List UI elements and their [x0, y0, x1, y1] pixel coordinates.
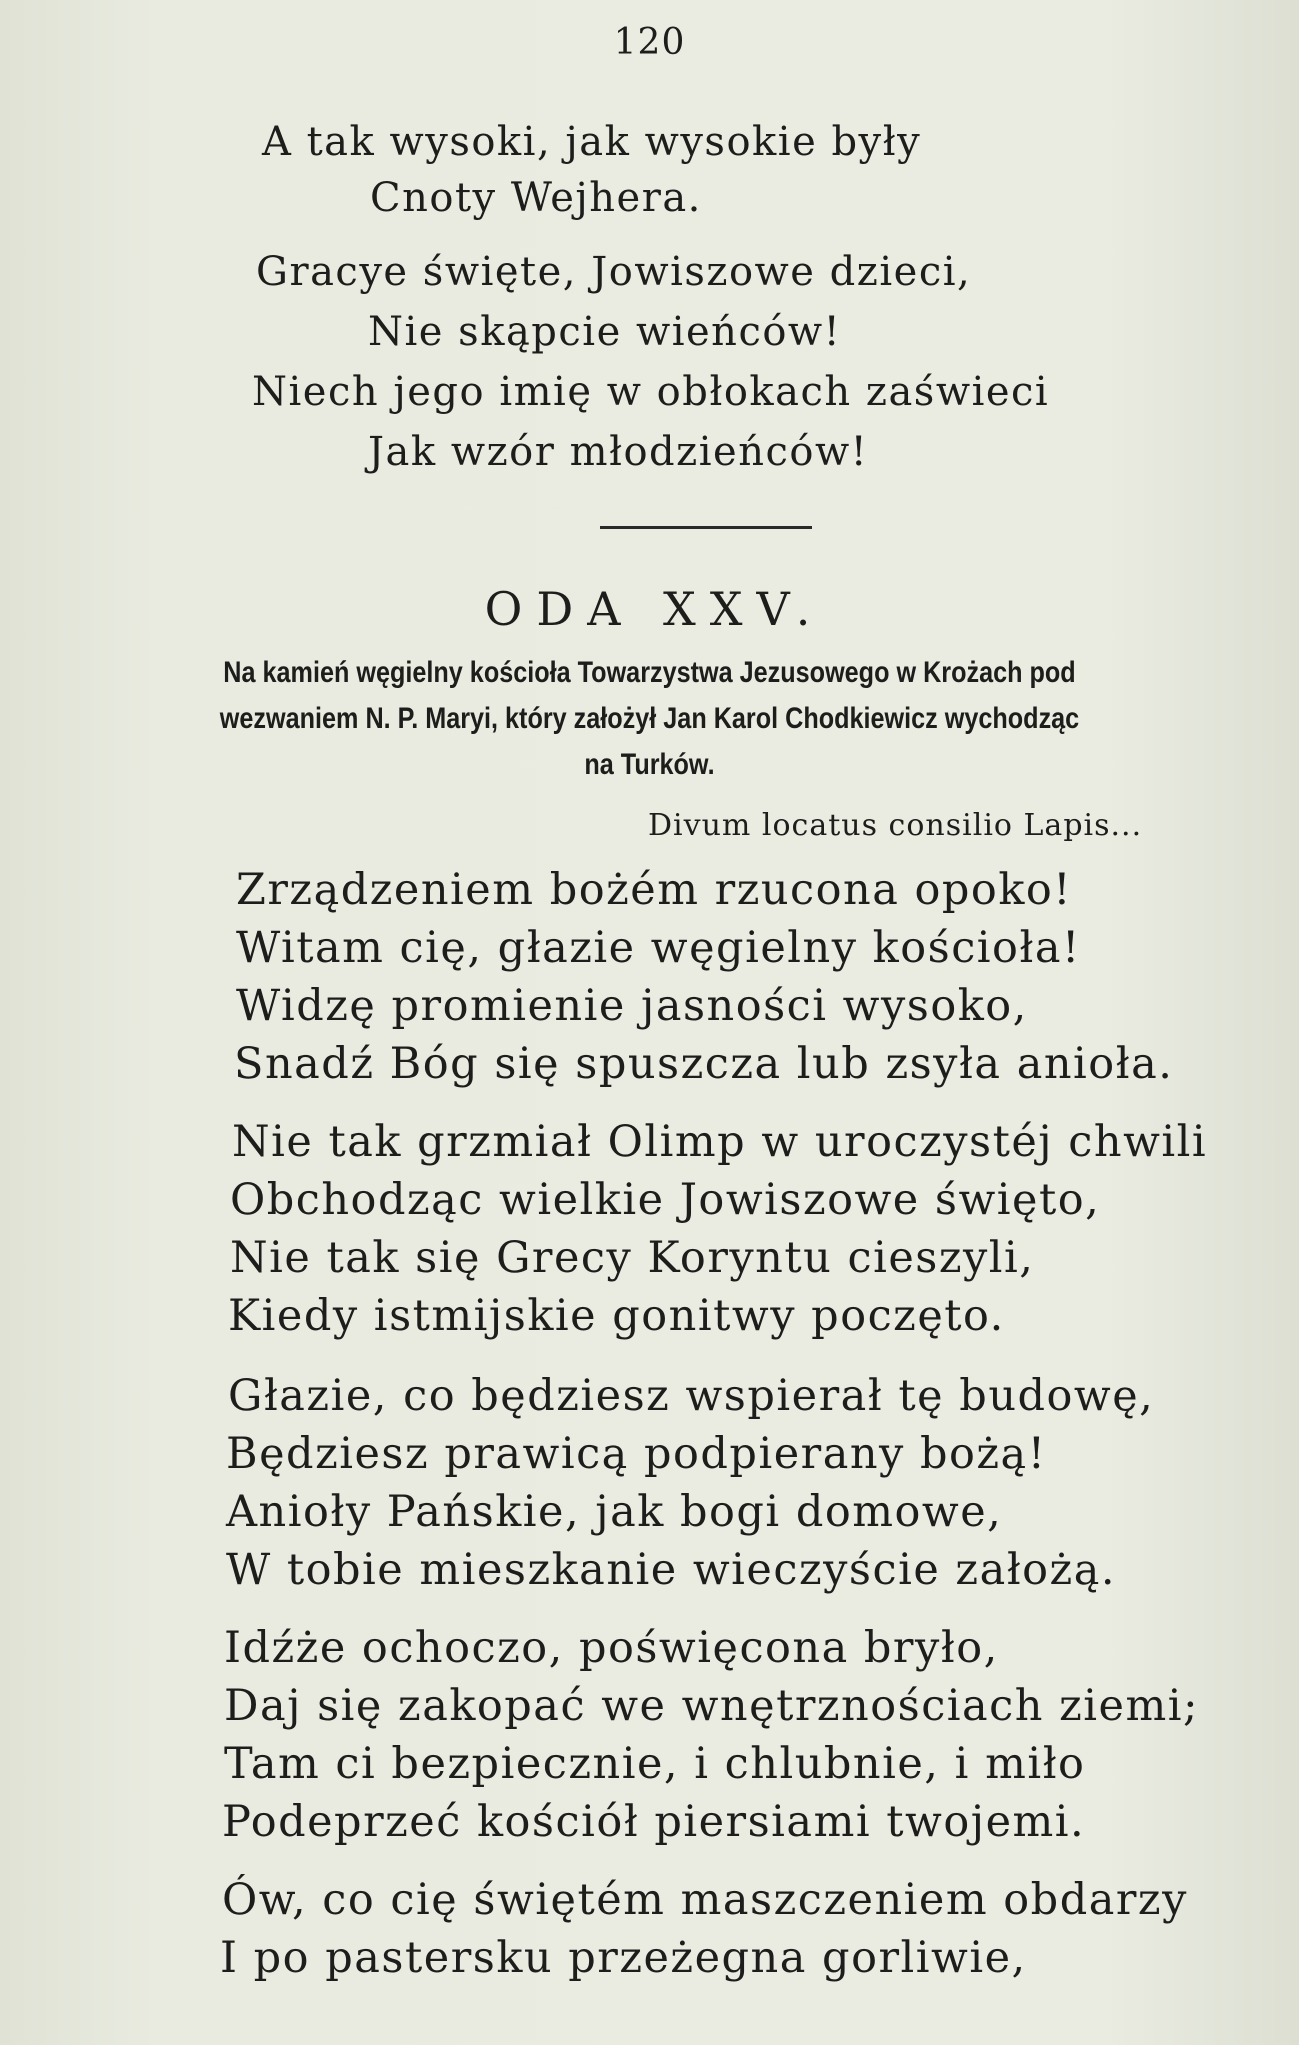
verse-line: Snadź Bóg się spuszcza lub zsyła anioła. [234, 1039, 1174, 1089]
verse-line: Idźże ochoczo, poświęcona bryło, [224, 1623, 999, 1673]
verse-line: Ów, co cię świętém maszczeniem obdarzy [222, 1875, 1188, 1925]
ode-subtitle-line: na Turków. [584, 748, 715, 781]
verse-line: Głazie, co będziesz wspierał tę budowę, [228, 1371, 1155, 1421]
ode-motto: Divum locatus consilio Lapis... [648, 808, 1143, 843]
verse-line: Cnoty Wejhera. [370, 175, 702, 221]
verse-line: Anioły Pańskie, jak bogi domowe, [226, 1487, 1003, 1537]
verse-line: Nie tak grzmiał Olimp w uroczystéj chwili [232, 1117, 1208, 1167]
verse-line: Jak wzór młodzieńców! [368, 429, 869, 475]
section-divider [600, 526, 812, 529]
page-number: 120 [613, 22, 686, 63]
verse-line: Witam cię, głazie węgielny kościoła! [236, 923, 1081, 973]
verse-line: Gracye święte, Jowiszowe dzieci, [256, 249, 972, 295]
verse-line: Tam ci bezpiecznie, i chlubnie, i miło [224, 1739, 1086, 1789]
verse-line: Będziesz prawicą podpierany bożą! [226, 1429, 1047, 1479]
ode-subtitle-line: wezwaniem N. P. Maryi, który założył Jan Karol Chodkiewicz wychodząc [219, 702, 1080, 735]
verse-line: A tak wysoki, jak wysokie były [262, 119, 922, 165]
verse-line: Obchodząc wielkie Jowiszowe święto, [230, 1175, 1101, 1225]
verse-line: Widzę promienie jasności wysoko, [236, 981, 1028, 1031]
verse-line: W tobie mieszkanie wieczyście założą. [226, 1545, 1117, 1595]
verse-line: Podeprzeć kościół piersiami twojemi. [222, 1797, 1086, 1847]
verse-line: Zrządzeniem bożém rzucona opoko! [236, 865, 1073, 915]
verse-line: Niech jego imię w obłokach zaświeci [252, 369, 1050, 415]
verse-line: Daj się zakopać we wnętrznościach ziemi; [224, 1681, 1199, 1731]
ode-subtitle-line: Na kamień węgielny kościoła Towarzystwa Jezusowego w Krożach pod [223, 656, 1076, 689]
verse-line: Nie skąpcie wieńców! [368, 309, 842, 355]
ode-title: ODA XXV. [484, 582, 825, 636]
verse-line: I po pastersku przeżegna gorliwie, [220, 1933, 1027, 1983]
verse-line: Nie tak się Grecy Koryntu cieszyli, [230, 1233, 1035, 1283]
verse-line: Kiedy istmijskie gonitwy poczęto. [228, 1291, 1005, 1341]
